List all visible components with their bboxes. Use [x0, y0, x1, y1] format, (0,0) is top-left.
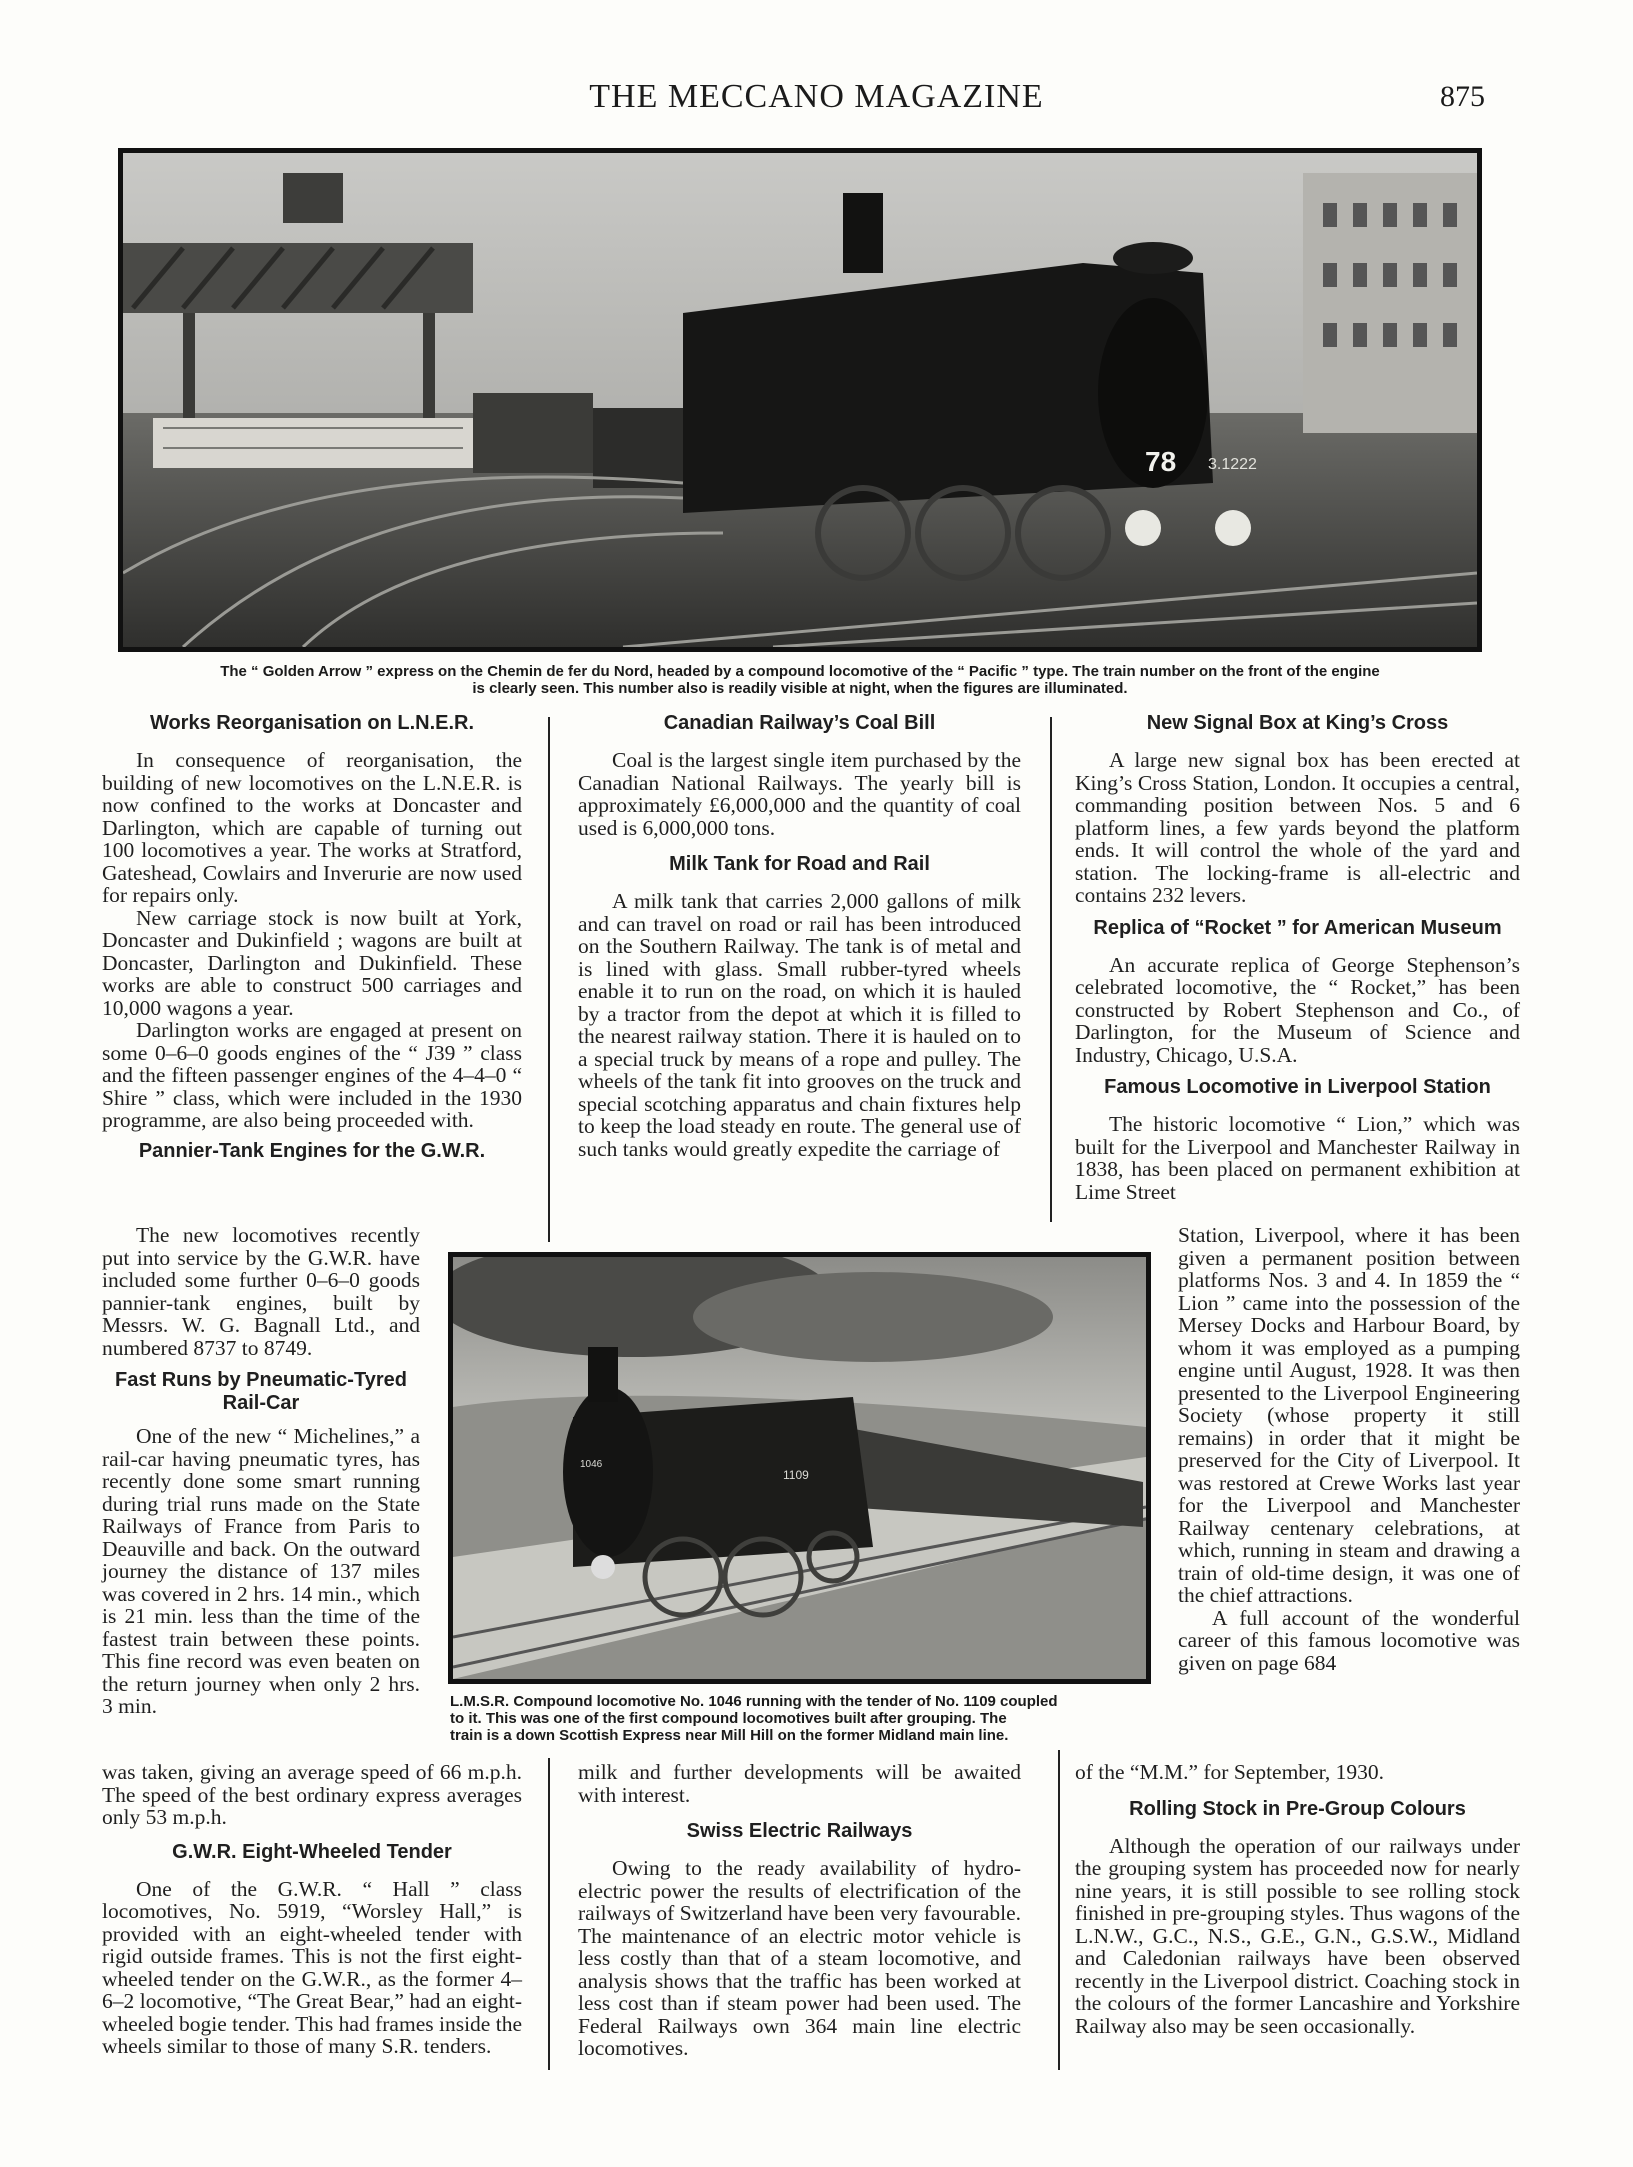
- column-2-upper: [578, 712, 1021, 1160]
- column-rule-left: [548, 717, 550, 1242]
- paragraph: One of the G.W.R. “ Hall ” class locomotives, No. 5919, “Worsley Hall,” is provided with an eight-wheeled tender with rigid outside frames. This is not the first eight-wheeled tender on the G.W.R., as the former 4–6–2 locomotive, “The Great Bear,” had an eight-wheeled bogie tender. This had frames inside the wheels similar to those of many S.R. tenders.: [102, 1876, 522, 2058]
- column-1-upper: [102, 712, 522, 1177]
- column-rule-left-lower: [548, 1758, 550, 2070]
- heading-gwr-tender: G.W.R. Eight-Wheeled Tender: [172, 1840, 452, 1863]
- paragraph: Coal is the largest single item purchased by the Canadian National Railways. The yearly bill is approximately £6,000,000 and the quantity of coal used is 6,000,000 tons.: [578, 748, 1021, 840]
- heading-canadian-coal: Canadian Railway’s Coal Bill: [663, 712, 936, 734]
- heading-milk-tank: Milk Tank for Road and Rail: [669, 853, 930, 875]
- lmsr-compound-illustration: [453, 1257, 1146, 1679]
- column-3-upper: [1075, 712, 1520, 1203]
- golden-arrow-caption: [100, 663, 1500, 697]
- paragraph: Station, Liverpool, where it has been given a permanent position between platforms Nos. 3 and 4. In 1859 the “ Lion ” came into the possession of the Mersey Docks and Harbour Board, by whom it was employed as a pumping engine until August, 1928. It was then presented to the Liverpool Engineering Society (whose property it still remains) in order that it might be preserved for the City of Liverpool. It was restored at Crewe Works last year for the Liverpool and Manchester Railway centenary celebrations, at which, running in steam and drawing a train of old-time design, it was one of the chief attractions.: [1178, 1223, 1520, 1607]
- lmsr-compound-caption: [450, 1693, 1150, 1744]
- heading-pre-group-colours: Rolling Stock in Pre-Group Colours: [1129, 1797, 1466, 1820]
- magazine-title: THE MECCANO MAGAZINE: [589, 78, 1044, 115]
- paragraph: The historic locomotive “ Lion,” which was built for the Liverpool and Manchester Railway in 1838, has been placed on permanent exhibition at Lime Street: [1075, 1112, 1520, 1204]
- heading-rocket-replica: Replica of “Rocket ” for American Museum: [1093, 916, 1502, 939]
- heading-lner-reorganisation: Works Reorganisation on L.N.E.R.: [149, 712, 475, 734]
- column-1-middle: [102, 1224, 420, 1718]
- paragraph: Darlington works are engaged at present on some 0–6–0 goods engines of the “ J39 ” class and the fifteen passenger engines of the 4–4–0 “ Shire ” class, which were included in the 1930 programme, are also being proceeded with.: [102, 1018, 522, 1132]
- lmsr-compound-photo: [448, 1252, 1151, 1684]
- paragraph: In consequence of reorganisation, the building of new locomotives on the L.N.E.R. is now confined to the works at Doncaster and Darlington, which are capable of turning out 100 locomotives a year. The works at Stratford, Gateshead, Cowlairs and Inverurie are now used for repairs only.: [102, 748, 522, 907]
- paragraph: The new locomotives recently put into service by the G.W.R. have included some further 0–6–0 goods pannier-tank engines, built by Messrs. W. G. Bagnall Ltd., and numbered 8737 to 8749.: [102, 1223, 420, 1360]
- paragraph: of the “M.M.” for September, 1930.: [1075, 1760, 1385, 1784]
- smokebox-number: 1046: [580, 1459, 603, 1470]
- caption-line: is clearly seen. This number also is readily visible at night, when the figures are illuminated.: [472, 680, 1128, 697]
- paragraph: One of the new “ Michelines,” a rail-car having pneumatic tyres, has recently done some smart running during trial runs made on the State Railways of France from Paris to Deauville and back. On the outward journey the distance of 137 miles was covered in 2 hrs. 14 min., which is 21 min. less than the time of the fastest train between these points. This fine record was even beaten on the return journey when only 2 hrs. 3 min.: [102, 1424, 420, 1718]
- paragraph: New carriage stock is now built at York, Doncaster and Dukinfield ; wagons are built at Doncaster, Darlington and Dukinfield. These works are able to construct 500 carriages and 10,000 wagons a year.: [102, 905, 522, 1020]
- heading-swiss-railways: Swiss Electric Railways: [686, 1820, 913, 1842]
- paragraph: Although the operation of our railways under the grouping system has proceeded now for nearly nine years, it is still possible to see rolling stock finished in pre-grouping styles. Thus wagons of the L.N.W., G.C., N.S., G.E., G.N., G.S.W., Midland and Caledonian railways have been observed recently in the Liverpool district. Coaching stock in the colours of the former Lancashire and Yorkshire Railway also may be seen occasionally.: [1075, 1833, 1520, 2038]
- column-rule-right: [1050, 717, 1052, 1222]
- engine-plate: 3.1222: [1208, 456, 1257, 473]
- column-2-lower: [578, 1761, 1021, 2060]
- heading-signal-box: New Signal Box at King’s Cross: [1146, 712, 1449, 734]
- paragraph: Owing to the ready availability of hydro-electric power the results of electrification of the railways of Switzerland have been very favourable. The maintenance of an electric motor vehicle is less costly than that of a steam locomotive, and analysis shows that the traffic has been worked at less cost than if steam power had been used. The Federal Railways own 364 main line electric locomotives.: [578, 1856, 1021, 2060]
- caption-line: The “ Golden Arrow ” express on the Chemin de fer du Nord, headed by a compound locomotive of the “ Pacific ” type. The train number on the front of the engine: [220, 663, 1380, 680]
- heading-pannier-tank: Pannier-Tank Engines for the G.W.R.: [138, 1139, 486, 1162]
- paragraph: An accurate replica of George Stephenson’s celebrated locomotive, the “ Rocket,” has been constructed by Robert Stephenson and Co., of Darlington, for the Museum of Science and Industry, Chicago, U.S.A.: [1075, 952, 1520, 1067]
- golden-arrow-illustration: [123, 153, 1477, 647]
- caption-line: L.M.S.R. Compound locomotive No. 1046 running with the tender of No. 1109 coupled: [450, 1693, 1058, 1710]
- column-3-lower: [1075, 1761, 1520, 2037]
- heading-fast-runs: Fast Runs by Pneumatic-Tyred Rail-Car: [115, 1369, 407, 1414]
- column-3-middle: [1178, 1224, 1520, 1674]
- paragraph: A full account of the wonderful career of this famous locomotive was given on page 684: [1178, 1605, 1520, 1675]
- engine-number: 78: [1145, 446, 1177, 477]
- column-1-lower: [102, 1761, 522, 2058]
- caption-line: to it. This was one of the first compound locomotives built after grouping. The: [450, 1710, 1007, 1727]
- tender-number: 1109: [783, 1468, 809, 1482]
- page-number: 875: [1440, 80, 1485, 113]
- column-rule-right-lower: [1058, 1750, 1060, 2070]
- golden-arrow-photo: [118, 148, 1482, 652]
- caption-line: train is a down Scottish Express near Mill Hill on the former Midland main line.: [450, 1727, 1009, 1744]
- heading-famous-locomotive: Famous Locomotive in Liverpool Station: [1104, 1076, 1491, 1098]
- paragraph: A milk tank that carries 2,000 gallons of milk and can travel on road or rail has been introduced on the Southern Railway. The tank is of metal and is lined with glass. Small rubber-tyred wheels enable it to run on the road, on which it is hauled by a tractor from the depot at which it is filled to the nearest railway station. There it is hauled on to a special truck by means of a rope and pulley. The wheels of the tank fit into grooves on the truck and special scotching apparatus and chain fixtures help to keep the load steady en route. The general use of such tanks would greatly expedite the carriage of: [578, 889, 1021, 1161]
- paragraph: was taken, giving an average speed of 66 m.p.h. The speed of the best ordinary express averages only 53 m.p.h.: [102, 1760, 522, 1829]
- paragraph: milk and further developments will be awaited with interest.: [578, 1760, 1021, 1807]
- paragraph: A large new signal box has been erected at King’s Cross Station, London. It occupies a central, commanding position between Nos. 5 and 6 platform lines, a few yards beyond the platform ends. It will control the whole of the yard and station. The locking-frame is all-electric and contains 232 levers.: [1075, 748, 1520, 907]
